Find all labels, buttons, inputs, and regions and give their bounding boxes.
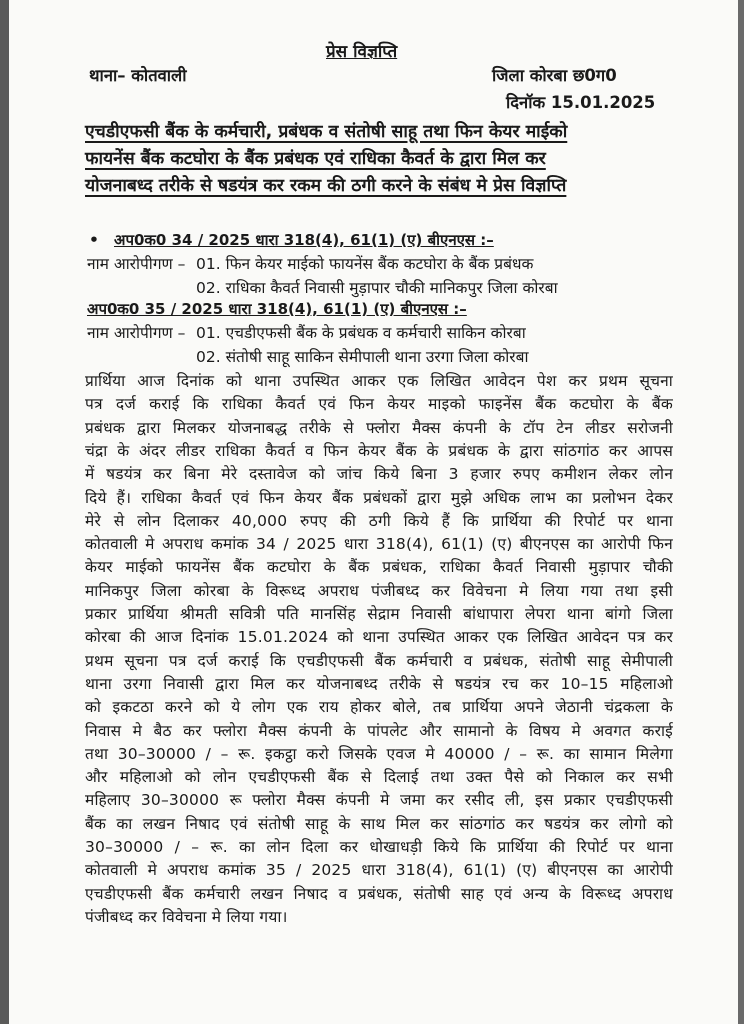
- body-line: पंजीबध्द कर विवेचना मे लिया गया।: [85, 907, 288, 926]
- body-line: प्रकार प्रार्थिया श्रीमती सवित्री पति मानसिंह सेद्राम निवासी बांधापारा लेपरा थाना बांगो जिला: [85, 605, 673, 623]
- case-heading: अप0क0 34 / 2025 धारा 318(4), 61(1) (ए) बीएनएस :–: [114, 231, 494, 249]
- bullet-icon: •: [89, 231, 99, 249]
- body-line: थाना उरगा निवासी द्वारा मिल कर योजनाबध्द तरीके से षडयंत्र रच कर 10–15 महिलाओ: [85, 674, 673, 693]
- subject-line: एचडीएफसी बैंक के कर्मचारी, प्रबंधक व संतोषी साहू तथा फिन केयर माईको: [85, 122, 568, 142]
- body-line: बैंक का लखन निषाद एवं संतोषी साहू के साथ मिल कर सांठगांठ कर षडयंत्र कर लोगो को: [85, 814, 673, 833]
- body-line: निवास मे बैठ कर फ्लोरा मैक्स कंपनी के पांपलेट और सामानो के विषय मे अवगत कराई: [85, 721, 673, 740]
- date: दिनॉक 15.01.2025: [506, 93, 656, 112]
- body-line: तथा 30–30000 / – रू. इकट्ठा करो जिसके एवज मे 40000 / – रू. का सामान मिलेगा: [85, 744, 673, 763]
- body-line: प्रथम सूचना पत्र दर्ज कराई कि एचडीएफसी बैंक कर्मचारी व प्रबंधक, संतोषी साहू सेमीपाली: [85, 651, 673, 670]
- accused-item: 02. राधिका कैवर्त निवासी मुड़ापार चौकी मानिकपुर जिला कोरबा: [196, 279, 558, 297]
- body-line: और महिलाओ को लोन एचडीएफसी बैंक से दिलाई तथा उक्त पैसे को निकाल कर सभी: [85, 768, 673, 787]
- page-title: प्रेस विज्ञप्ति: [326, 42, 398, 62]
- body-line: प्रबंधक द्वारा मिलकर योजनाबद्ध तरीके से फ्लोरा मैक्स कंपनी के टॉप टेन लीडर सरोजनी: [85, 418, 673, 437]
- body-line: कोरबा की आज दिनांक 15.01.2024 को थाना उपस्थित आकर एक लिखित आवेदन पत्र कर: [85, 628, 673, 647]
- body-line: दिये हैं। राधिका कैवर्त एवं फिन केयर बैंक प्रबंधकों द्वारा मुझे अधिक लाभ का प्रलोभन देकर: [85, 488, 673, 507]
- district: जिला कोरबा छ0ग0: [492, 66, 617, 85]
- body-line: चंद्रा के अंदर लीडर राधिका कैवर्त व फिन केयर बैंक के प्रबंधक के द्वारा सांठगांठ कर आपस: [85, 441, 673, 460]
- subject-line: फायनेंस बैंक कटघोरा के बैंक प्रबंधक एवं राधिका कैवर्त के द्वारा मिल कर: [85, 149, 546, 169]
- body-line: महिलाए 30–30000 रू फ्लोरा मैक्स कंपनी मे जमा कर रसीद ली, इस प्रकार एचडीएफसी: [85, 791, 673, 810]
- accused-item: 01. फिन केयर माईको फायनेंस बैंक कटघोरा के बैंक प्रबंधक: [196, 255, 534, 273]
- accused-item: 01. एचडीएफसी बैंक के प्रबंधक व कर्मचारी साकिन कोरबा: [196, 324, 526, 342]
- body-line: कोतवाली मे अपराध कमांक 35 / 2025 धारा 318(4), 61(1) (ए) बीएनएस का आरोपी: [85, 861, 673, 880]
- accused-item: 02. संतोषी साहू साकिन सेमीपाली थाना उरगा जिला कोरबा: [196, 348, 529, 366]
- body-line: मेरे से लोन दिलाकर 40,000 रुपए की ठगी किये हैं कि प्रार्थिया की रिपोर्ट पर थाना: [85, 511, 673, 530]
- scan-edge-right: [738, 0, 744, 1024]
- body-line: कोतवाली मे अपराध कमांक 34 / 2025 धारा 318(4), 61(1) (ए) बीएनएस का आरोपी फिन: [85, 535, 673, 554]
- body-line: प्रार्थिया आज दिनांक को थाना उपस्थित आकर एक लिखित आवेदन पेश कर प्रथम सूचना: [85, 372, 673, 390]
- body-line: 30–30000 / – रू. का लोन दिला कर धोखाधड़ी किये कि प्रार्थिया की रिपोर्ट पर थाना: [85, 838, 673, 856]
- body-line: केयर माईको फायनेंस बैंक कटघोरा के बैंक प्रबंधक, राधिका कैवर्त निवासी मुड़ापार चौकी: [85, 558, 673, 577]
- scan-edge-left: [0, 0, 9, 1024]
- body-line: एचडीएफसी बैंक कर्मचारी लखन निषाद व प्रबंधक, संतोषी साह एवं अन्य के विरूध्द अपराध: [85, 884, 673, 903]
- body-line: मानिकपुर जिला कोरबा के विरूध्द अपराध पंजीबध्द कर विवेचना मे लिया गया तथा इसी: [85, 581, 673, 600]
- accused-label: नाम आरोपीगण –: [87, 255, 186, 273]
- body-line: पत्र दर्ज कराई कि राधिका कैवर्त एवं फिन केयर माइको फाइनेंस बैंक कटघोरा के बैंक: [85, 395, 673, 414]
- case-heading: अप0क0 35 / 2025 धारा 318(4), 61(1) (ए) बीएनएस :–: [87, 300, 467, 318]
- police-station: थाना– कोतवाली: [89, 66, 187, 85]
- body-line: को इकटठा करने को ये लोग एक राय होकर बोले, तब प्रार्थिया अपने जेठानी चंद्रकला के: [85, 698, 673, 717]
- document-page: [9, 0, 738, 1024]
- body-line: में षडयंत्र कर बिना मेरे दस्तावेज को जांच किये बिना 3 हजार रुपए कमीशन लेकर लोन: [85, 465, 673, 484]
- subject-line: योजनाबध्द तरीके से षडयंत्र कर रकम की ठगी करने के संबंध मे प्रेस विज्ञप्ति: [85, 176, 567, 196]
- accused-label: नाम आरोपीगण –: [87, 324, 186, 342]
